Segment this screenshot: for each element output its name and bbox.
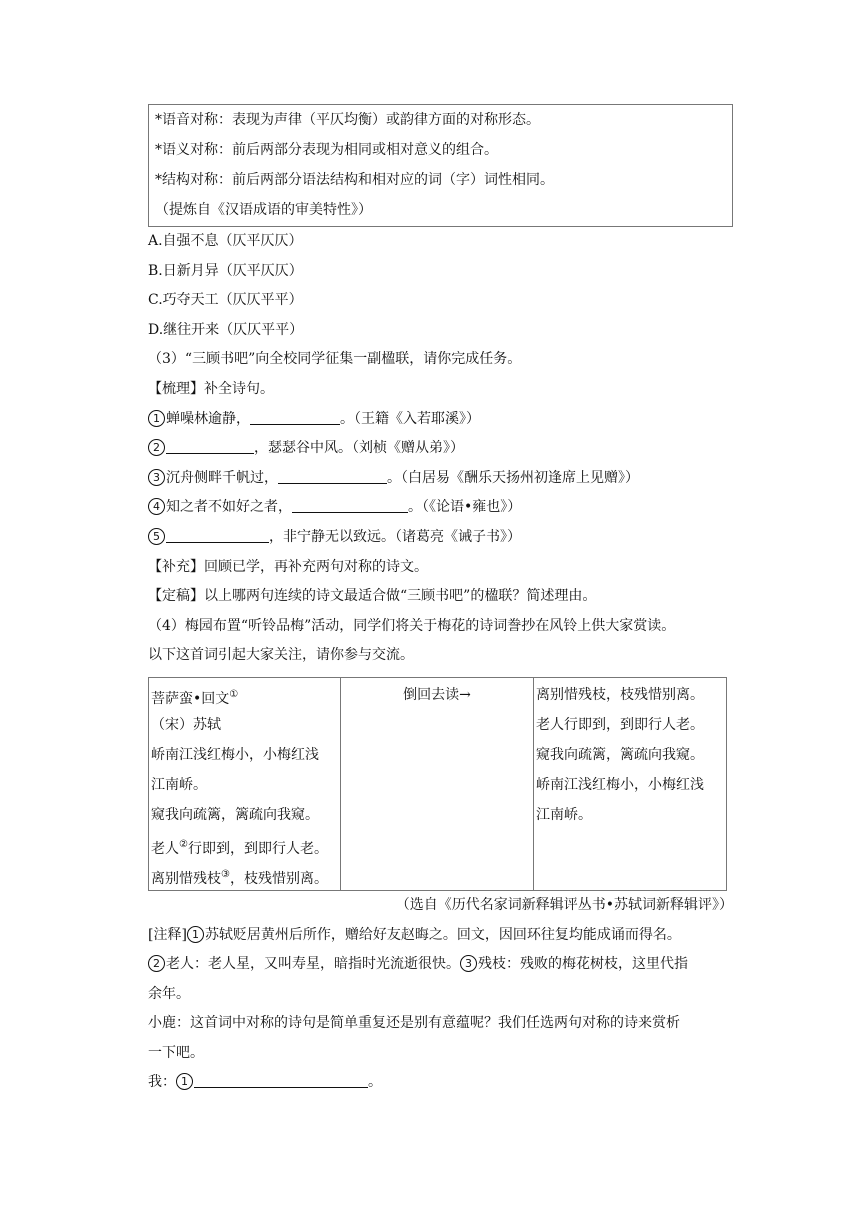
fill-item-1 — [148, 405, 733, 435]
circled-number-3: 3 — [148, 469, 165, 486]
circled-number-1: 1 — [187, 926, 204, 943]
fill-item-2 — [148, 434, 733, 464]
question-4-line-1: （4）梅园布置“听铃品梅”活动，同学们将关于梅花的诗词誊抄在风铃上供大家赏读。 — [148, 617, 676, 634]
xiaolu-line-1: 小鹿：这首词中对称的诗句是简单重复还是别有意蕴呢？我们任选两句对称的诗来赏析 — [148, 1015, 680, 1032]
poem-reversed-line: 江南峤。 — [536, 806, 592, 823]
definition-phonetic: *语音对称：表现为声律（平仄均衡）或韵律方面的对称形态。 — [155, 112, 540, 128]
fill-item-text: 知之者不如好之者， — [166, 499, 292, 516]
definition-structural: *结构对称：前后两部分语法结构和相对应的词（字）词性相同。 — [155, 172, 554, 188]
xiaolu-line-2: 一下吧。 — [148, 1044, 204, 1061]
sort-task-label: 【梳理】补全诗句。 — [148, 380, 274, 397]
answer-blank[interactable] — [166, 437, 254, 454]
poem-line-text: 离别惜残枝 — [151, 870, 221, 887]
poem-line-text: ，枝残惜别离。 — [229, 870, 328, 887]
fill-item-text: 蝉噪林逾静， — [166, 410, 250, 427]
note-marker-1: ① — [229, 688, 239, 700]
poem-reversed-line: 离别惜残枝，枝残惜别离。 — [536, 686, 704, 703]
option-c: C.巧夺天工（仄仄平平） — [148, 292, 303, 309]
answer-blank[interactable] — [194, 1071, 368, 1088]
poem-reversed-line: 峤南江浅红梅小，小梅红浅 — [536, 776, 704, 793]
note-3-text: 残枝：残败的梅花树枝，这里代指 — [478, 956, 688, 973]
circled-number-2: 2 — [148, 955, 165, 972]
option-a: A.自强不息（仄平仄仄） — [148, 233, 303, 249]
poem-reversed-line: 老人行即到，到即行人老。 — [536, 716, 704, 733]
symmetry-definition-box — [148, 104, 733, 227]
poem-reversed-cell — [534, 677, 727, 890]
circled-number-1: 1 — [148, 410, 165, 427]
answer-blank[interactable] — [278, 467, 387, 484]
fill-item-5 — [148, 523, 733, 553]
finalize-task: 【定稿】以上哪两句连续的诗文最适合做“三顾书吧”的楹联？简述理由。 — [148, 588, 597, 605]
notes-line-3: 余年。 — [148, 985, 190, 1002]
notes-line-2 — [148, 950, 733, 980]
note-marker-3: ③ — [221, 868, 230, 880]
note-2-text: 老人：老人星，又叫寿星，暗指时光流逝很快。 — [166, 956, 460, 973]
fill-item-source: 。（《论语•雍也》） — [408, 499, 522, 516]
circled-number-3: 3 — [460, 955, 477, 972]
fill-item-source: ，瑟瑟谷中风。（刘桢《赠从弟》） — [254, 440, 464, 457]
read-backward-label: 倒回去读→ — [403, 686, 471, 703]
supplement-task: 【补充】回顾已学，再补充两句对称的诗文。 — [148, 558, 428, 575]
my-answer-line — [148, 1068, 733, 1098]
poem-title-text: 菩萨蛮•回文 — [151, 690, 230, 707]
question-page — [148, 104, 733, 1098]
circled-number-5: 5 — [148, 528, 165, 545]
answer-end-mark: 。 — [368, 1074, 382, 1091]
circled-number-4: 4 — [148, 498, 165, 515]
poem-read-backward-cell — [341, 677, 534, 890]
poem-title — [151, 680, 338, 710]
fill-item-text: 沉舟侧畔千帆过， — [166, 469, 278, 486]
fill-item-3 — [148, 464, 733, 494]
notes-label: [注释] — [148, 926, 187, 943]
fill-item-source: 。（白居易《酬乐天扬州初逢席上见赠》） — [387, 469, 639, 486]
question-4-line-2: 以下这首词引起大家关注，请你参与交流。 — [148, 647, 414, 664]
circled-number-2: 2 — [148, 439, 165, 456]
poem-line-text: 老人 — [151, 840, 179, 857]
poem-table — [148, 677, 727, 891]
definition-semantic: *语义对称：前后两部分表现为相同或相对意义的组合。 — [155, 142, 498, 158]
circled-number-1: 1 — [176, 1073, 193, 1090]
note-marker-2: ② — [179, 838, 188, 850]
poem-author: （宋）苏轼 — [151, 716, 221, 733]
poem-original-cell — [149, 677, 341, 890]
poem-source: （选自《历代名家词新释辑评丛书•苏轼词新释辑评》） — [395, 896, 733, 913]
fill-item-source: ，非宁静无以致远。（诸葛亮《诫子书》） — [269, 528, 521, 545]
answer-blank[interactable] — [292, 496, 408, 513]
poem-line-text: 行即到，到即行人老。 — [187, 840, 328, 857]
poem-line: 窥我向疏篱，篱疏向我窥。 — [151, 806, 319, 823]
poem-line: 峤南江浅红梅小，小梅红浅 — [151, 746, 319, 763]
question-3-intro: （3）“三顾书吧”向全校同学征集一副楹联，请你完成任务。 — [148, 351, 522, 368]
option-d: D.继往开来（仄仄平平） — [148, 321, 304, 338]
answer-blank[interactable] — [166, 526, 269, 543]
poem-line — [151, 830, 338, 860]
me-label: 我： — [148, 1074, 176, 1091]
answer-blank[interactable] — [250, 408, 340, 425]
notes-line-1 — [148, 921, 733, 951]
poem-line — [151, 860, 338, 890]
option-b: B.日新月异（仄平仄仄） — [148, 262, 303, 279]
poem-line: 江南峤。 — [151, 776, 207, 793]
definition-source: （提炼自《汉语成语的审美特性》） — [155, 202, 372, 218]
fill-item-4 — [148, 493, 733, 523]
note-1-text: 苏轼贬居黄州后所作，赠给好友赵晦之。回文，因回环往复均能成诵而得名。 — [204, 926, 681, 943]
poem-reversed-line: 窥我向疏篱，篱疏向我窥。 — [536, 746, 704, 763]
fill-item-source: 。（王籍《入若耶溪》） — [340, 410, 480, 427]
